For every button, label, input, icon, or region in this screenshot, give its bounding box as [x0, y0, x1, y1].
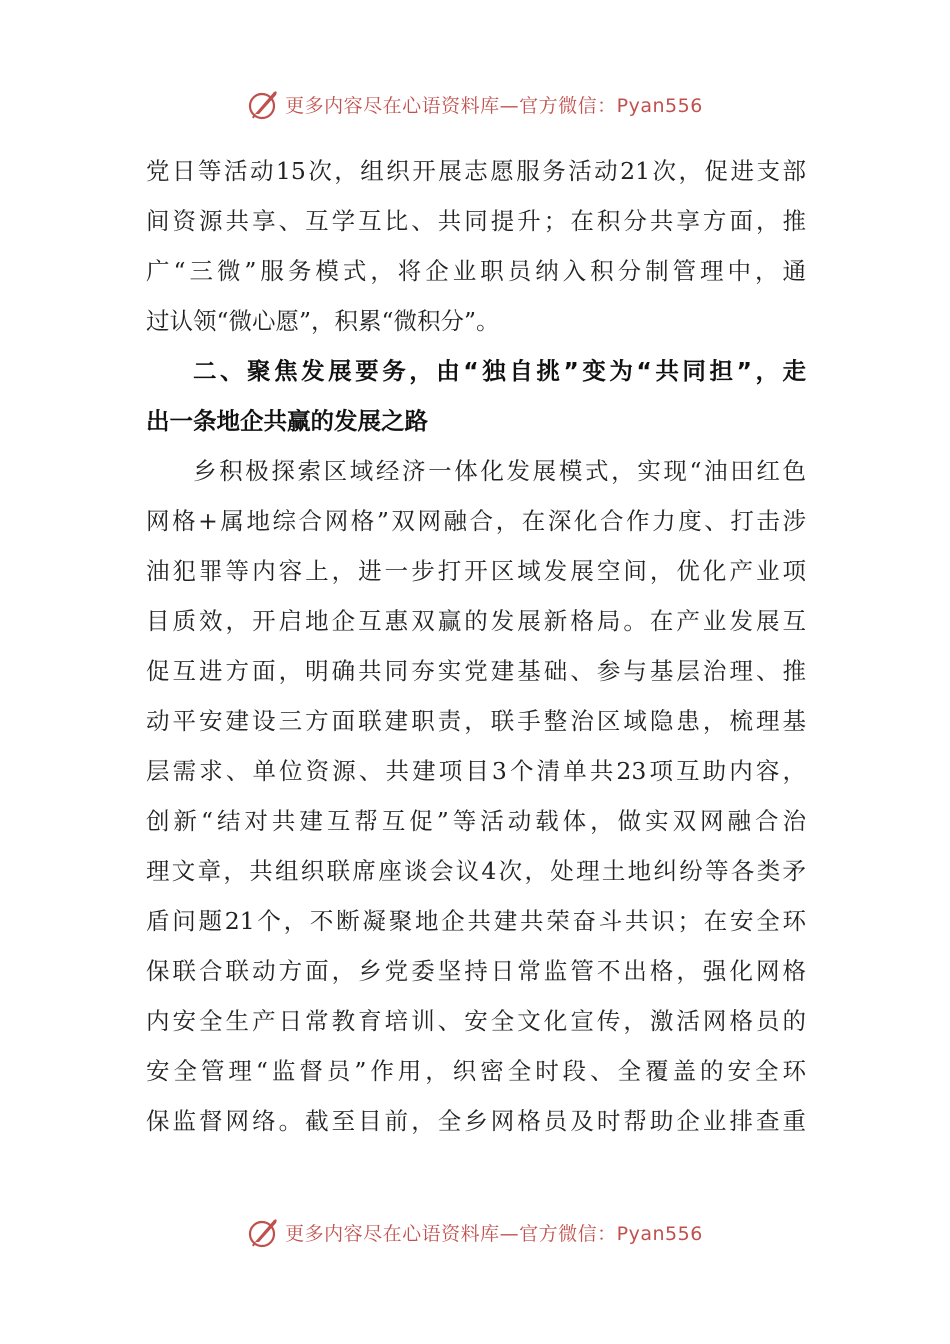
heading-line: 出一条地企共赢的发展之路: [146, 407, 428, 435]
text-line: 盾问题21个，不断凝聚地企共建共荣奋斗共识；在安全环: [146, 907, 806, 935]
text-line: 安全管理“监督员”作用，织密全时段、全覆盖的安全环: [146, 1057, 806, 1085]
watermark-text: 更多内容尽在心语资料库—官方微信：Pyan556: [285, 94, 703, 117]
text-line: 保监督网络。截至目前，全乡网格员及时帮助企业排查重: [146, 1107, 806, 1135]
text-line: 网格+属地综合网格”双网融合，在深化合作力度、打击涉: [146, 507, 806, 535]
text-line: 保联合联动方面，乡党委坚持日常监管不出格，强化网格: [146, 957, 806, 985]
text-line: 促互进方面，明确共同夯实党建基础、参与基层治理、推: [146, 657, 806, 685]
text-line: 党日等活动15次，组织开展志愿服务活动21次，促进支部: [146, 157, 806, 185]
text-line: 内安全生产日常教育培训、安全文化宣传，激活网格员的: [146, 1007, 806, 1035]
text-line: 创新“结对共建互帮互促”等活动载体，做实双网融合治: [146, 807, 806, 835]
text-line: 乡积极探索区域经济一体化发展模式，实现“油田红色: [193, 457, 806, 485]
section-heading: [146, 346, 806, 446]
quill-pen-circle-icon: [247, 87, 281, 121]
paragraph: [146, 446, 806, 1146]
text-line: 理文章，共组织联席座谈会议4次，处理土地纠纷等各类矛: [146, 857, 806, 885]
text-line: 间资源共享、互学互比、共同提升；在积分共享方面，推: [146, 207, 806, 235]
text-line: 动平安建设三方面联建职责，联手整治区域隐患，梳理基: [146, 707, 806, 735]
heading-line: 二、聚焦发展要务，由“独自挑”变为“共同担”，走: [193, 357, 806, 385]
watermark-text: 更多内容尽在心语资料库—官方微信：Pyan556: [285, 1222, 703, 1245]
quill-pen-circle-icon: [247, 1215, 281, 1249]
document-body: [146, 146, 806, 1146]
text-line: 目质效，开启地企互惠双赢的发展新格局。在产业发展互: [146, 607, 806, 635]
text-line: 油犯罪等内容上，进一步打开区域发展空间，优化产业项: [146, 557, 806, 585]
text-line: 层需求、单位资源、共建项目3个清单共23项互助内容，: [146, 757, 806, 785]
text-line: 广“三微”服务模式，将企业职员纳入积分制管理中，通: [146, 257, 806, 285]
text-line: 过认领“微心愿”，积累“微积分”。: [146, 307, 500, 335]
paragraph: [146, 146, 806, 346]
header-watermark: [0, 84, 950, 124]
footer-watermark: [0, 1212, 950, 1252]
